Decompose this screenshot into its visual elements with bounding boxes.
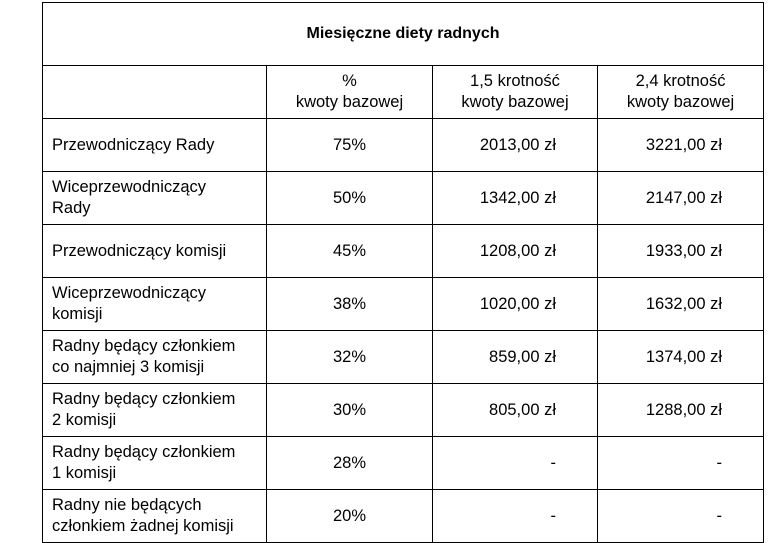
position-name-line1: Radny będący członkiem — [52, 337, 236, 355]
position-name-cell — [43, 437, 267, 490]
table-row — [43, 278, 764, 331]
header-row — [43, 66, 764, 119]
position-name-line2: co najmniej 3 komisji — [52, 358, 205, 376]
amount-24-cell: - — [598, 437, 764, 490]
table-row — [43, 172, 764, 225]
position-name-line2: 2 komisji — [52, 411, 117, 429]
amount-24-cell: 3221,00 zł — [598, 119, 764, 172]
position-name-line1: Radny nie będących — [52, 496, 202, 514]
amount-15-cell: - — [433, 437, 598, 490]
percent-cell: 75% — [267, 119, 433, 172]
header-15-line2: kwoty bazowej — [461, 93, 569, 111]
header-percent-line2: kwoty bazowej — [295, 93, 404, 111]
percent-cell: 30% — [267, 384, 433, 437]
position-name-line1: Przewodniczący Rady — [52, 135, 215, 154]
percent-cell: 45% — [267, 225, 433, 278]
table-row — [43, 331, 764, 384]
position-name-line1: Wiceprzewodniczący — [52, 284, 207, 302]
amount-24-cell: 1288,00 zł — [598, 384, 764, 437]
percent-cell: 28% — [267, 437, 433, 490]
header-cell-24 — [598, 66, 764, 119]
amount-24-cell: - — [598, 490, 764, 543]
position-name-cell — [43, 119, 267, 172]
position-name-line2: Rady — [52, 199, 91, 217]
diet-table — [42, 2, 764, 543]
amount-24-cell: 2147,00 zł — [598, 172, 764, 225]
position-name-line1: Radny będący członkiem — [52, 390, 236, 408]
amount-24-cell: 1632,00 zł — [598, 278, 764, 331]
header-cell-percent — [267, 66, 433, 119]
position-name-cell — [43, 331, 267, 384]
amount-24-cell: 1374,00 zł — [598, 331, 764, 384]
position-name-cell — [43, 278, 267, 331]
table-title: Miesięczne diety radnych — [43, 3, 764, 66]
position-name-cell — [43, 384, 267, 437]
amount-24-cell: 1933,00 zł — [598, 225, 764, 278]
position-name-line2: 1 komisji — [52, 464, 117, 482]
percent-cell: 50% — [267, 172, 433, 225]
amount-15-cell: 2013,00 zł — [433, 119, 598, 172]
position-name-line2: komisji — [52, 305, 103, 323]
amount-15-cell: 1020,00 zł — [433, 278, 598, 331]
header-15-line1: 1,5 krotność — [470, 72, 560, 90]
table-row — [43, 490, 764, 543]
header-24-line2: kwoty bazowej — [626, 93, 735, 111]
position-name-cell — [43, 490, 267, 543]
position-name-line1: Radny będący członkiem — [52, 443, 236, 461]
table-row — [43, 225, 764, 278]
percent-cell: 38% — [267, 278, 433, 331]
header-cell-empty — [43, 66, 267, 119]
position-name-line1: Przewodniczący komisji — [52, 241, 227, 260]
position-name-cell — [43, 225, 267, 278]
amount-15-cell: 1208,00 zł — [433, 225, 598, 278]
header-cell-15 — [433, 66, 598, 119]
table-row — [43, 384, 764, 437]
table-row — [43, 119, 764, 172]
percent-cell: 20% — [267, 490, 433, 543]
table-row — [43, 437, 764, 490]
amount-15-cell: 1342,00 zł — [433, 172, 598, 225]
title-row — [43, 3, 764, 66]
position-name-line2: członkiem żadnej komisji — [52, 517, 234, 535]
header-24-line1: 2,4 krotność — [635, 72, 726, 90]
header-percent-line1: % — [342, 72, 357, 90]
percent-cell: 32% — [267, 331, 433, 384]
amount-15-cell: 805,00 zł — [433, 384, 598, 437]
amount-15-cell: 859,00 zł — [433, 331, 598, 384]
position-name-line1: Wiceprzewodniczący — [52, 178, 207, 196]
amount-15-cell: - — [433, 490, 598, 543]
position-name-cell — [43, 172, 267, 225]
